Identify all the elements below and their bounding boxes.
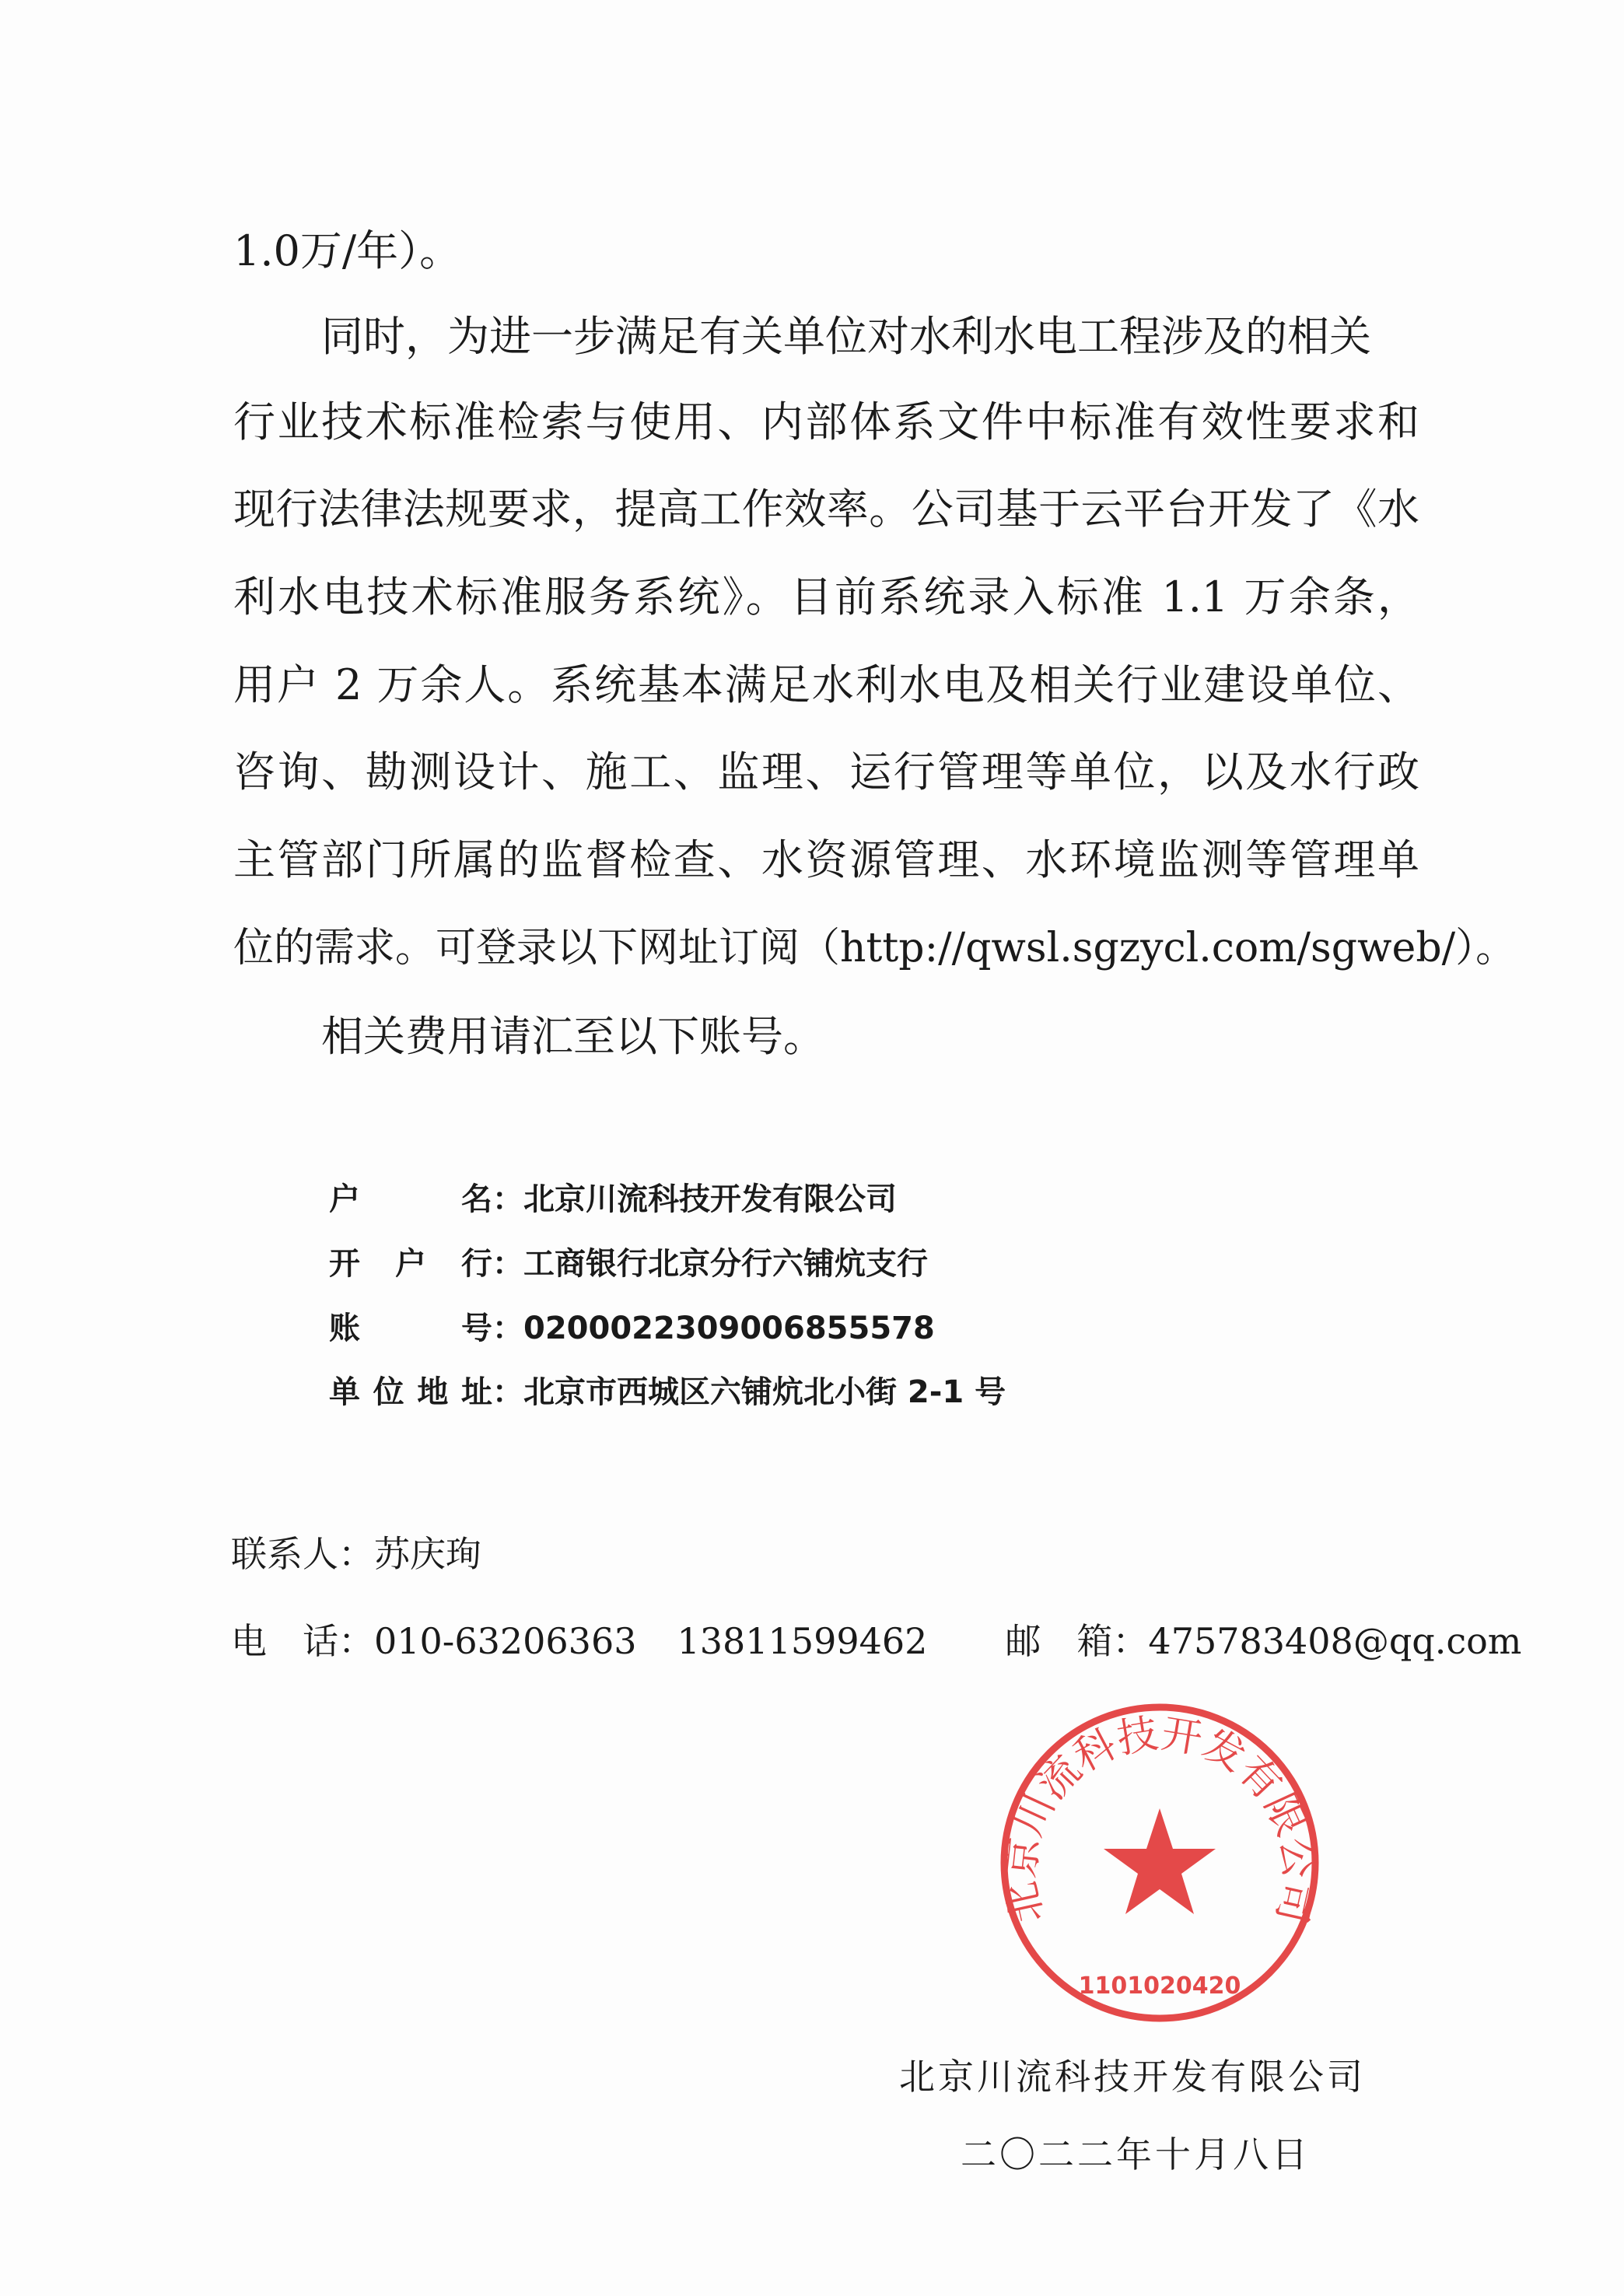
signature-company: 北京川流科技开发有限公司: [899, 2056, 1366, 2098]
company-seal: [996, 1699, 1323, 2026]
body-line: 用户 2 万余人。系统基本满足水利水电及相关行业建设单位、: [233, 660, 1419, 709]
contact-person: 联系人：苏庆珣: [231, 1533, 481, 1575]
seal-number: 1101020420: [1078, 1972, 1241, 2000]
body-line: 1.0万/年）。: [233, 226, 462, 275]
star-icon: [1104, 1808, 1216, 1914]
seal-text: 北京川流科技开发有限公司: [997, 1710, 1322, 1928]
body-line: 主管部门所属的监督检查、水资源管理、水环境监测等管理单: [233, 835, 1419, 884]
account-row-address: 单位地址：北京市西城区六铺炕北小街 2-1 号: [329, 1374, 1006, 1410]
body-line-url: 位的需求。可登录以下网址订阅（http://qwsl.sgzycl.com/sgweb/）。: [233, 925, 1517, 971]
account-row-number: 账号：0200022309006855578: [329, 1311, 935, 1346]
body-line: 现行法律法规要求，提高工作效率。公司基于云平台开发了《水: [233, 485, 1419, 534]
account-row-name: 户名：北京川流科技开发有限公司: [329, 1181, 897, 1217]
contact-phone-email: 电 话：010-63206363 13811599462 邮 箱：475783408@qq.com: [231, 1620, 1522, 1662]
body-line: 利水电技术标准服务系统》。目前系统录入标准 1.1 万余条，: [233, 572, 1419, 621]
signature-date: 二〇二二年十月八日: [961, 2133, 1311, 2175]
body-line: 行业技术标准检索与使用、内部体系文件中标准有效性要求和: [233, 397, 1419, 446]
body-line: 相关费用请汇至以下账号。: [321, 1012, 825, 1061]
account-row-bank: 开户行：工商银行北京分行六铺炕支行: [329, 1246, 928, 1282]
body-line: 咨询、勘测设计、施工、监理、运行管理等单位，以及水行政: [233, 747, 1419, 796]
body-line: 同时，为进一步满足有关单位对水利水电工程涉及的相关: [321, 312, 1371, 361]
